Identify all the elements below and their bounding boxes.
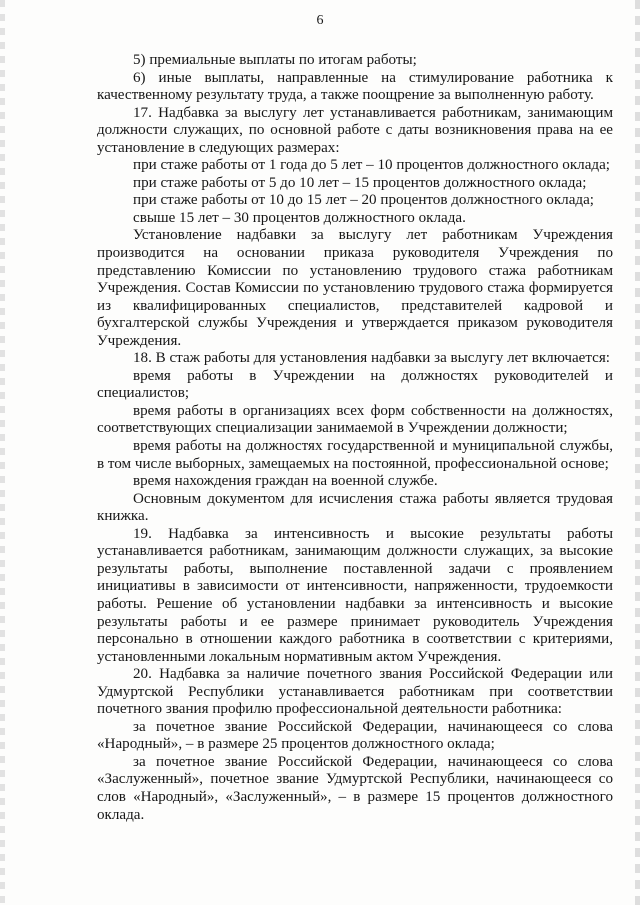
list-item-experience-10-15: при стаже работы от 10 до 15 лет – 20 процентов должностного оклада; <box>133 192 594 209</box>
scan-edge-left <box>0 0 5 905</box>
list-item-title-narodny: за почетное звание Российской Федерации, начинающееся со слова «Народный», – в размере 25 процентов должностного оклада; <box>97 718 613 753</box>
paragraph-6-other-payments: 6) иные выплаты, направленные на стимулирование работника к качественному результату труда, а также поощрение за выполненную работу. <box>97 69 613 104</box>
list-item-experience-1-5: при стаже работы от 1 года до 5 лет – 10 процентов должностного оклада; <box>133 157 610 174</box>
list-item-military-service: время нахождения граждан на военной службе. <box>133 473 438 490</box>
scan-edge-right <box>635 0 640 905</box>
list-item-title-zasluzhenny: за почетное звание Российской Федерации, начинающееся со слова «Заслуженный», почетное звание Удмуртской Республики, начинающееся со слов «Народный», «Заслуженный», – в размере 15 процентов должностного оклада. <box>97 753 613 823</box>
paragraph-5-premium-payments: 5) премиальные выплаты по итогам работы; <box>133 52 417 68</box>
paragraph-17-service-allowance: 17. Надбавка за выслугу лет устанавливается работникам, занимающим должности служащих, по основной работе с даты возникновения права на ее установление в следующих размерах: <box>97 104 613 156</box>
paragraph-18-service-includes: 18. В стаж работы для установления надбавки за выслугу лет включается: <box>133 350 610 367</box>
list-item-state-service: время работы на должностях государственной и муниципальной службы, в том числе выборных, замещаемых на постоянной, профессиональной основе; <box>97 438 613 472</box>
paragraph-commission: Установление надбавки за выслугу лет работникам Учреждения производится на основании приказа руководителя Учреждения по представлению Комиссии по установлению трудового стажа работникам Учреждения. Состав Комиссии по установлению трудового стажа формируется из квалифицированных специалистов, представителей кадровой и бухгалтерской службы Учреждения и утверждается приказом руководителя Учреждения. <box>97 227 613 349</box>
list-item-experience-5-10: при стаже работы от 5 до 10 лет – 15 процентов должностного оклада; <box>133 174 587 191</box>
paragraph-19-intensity-allowance: 19. Надбавка за интенсивность и высокие результаты работы устанавливается работникам, занимающим должности служащих, за высокие результаты работы, выполнение поставленной задачи с проявлением инициативы в зависимости от интенсивности, напряженности, трудоемкости работы. Решение об установлении надбавки за интенсивность и высокие результаты работы и ее размере принимает руководитель Учреждения персонально в отношении каждого работника в соответствии с критериями, установленными локальным нормативным актом Учреждения. <box>97 525 613 665</box>
paragraph-20-honorary-title: 20. Надбавка за наличие почетного звания Российской Федерации или Удмуртской Республики устанавливается работникам при соответствии почетного звания профилю профессиональной деятельности работника: <box>97 666 613 718</box>
list-item-experience-over-15: свыше 15 лет – 30 процентов должностного оклада. <box>133 209 466 226</box>
paragraph-work-record-book: Основным документом для исчисления стажа работы является трудовая книжка. <box>97 490 613 525</box>
body-text <box>97 52 613 824</box>
list-item-work-in-organizations: время работы в организациях всех форм собственности на должностях, соответствующих специализации занимаемой в Учреждении должности; <box>97 402 613 437</box>
page-number: 6 <box>316 13 324 28</box>
list-item-work-in-institution: время работы в Учреждении на должностях руководителей и специалистов; <box>97 367 613 402</box>
